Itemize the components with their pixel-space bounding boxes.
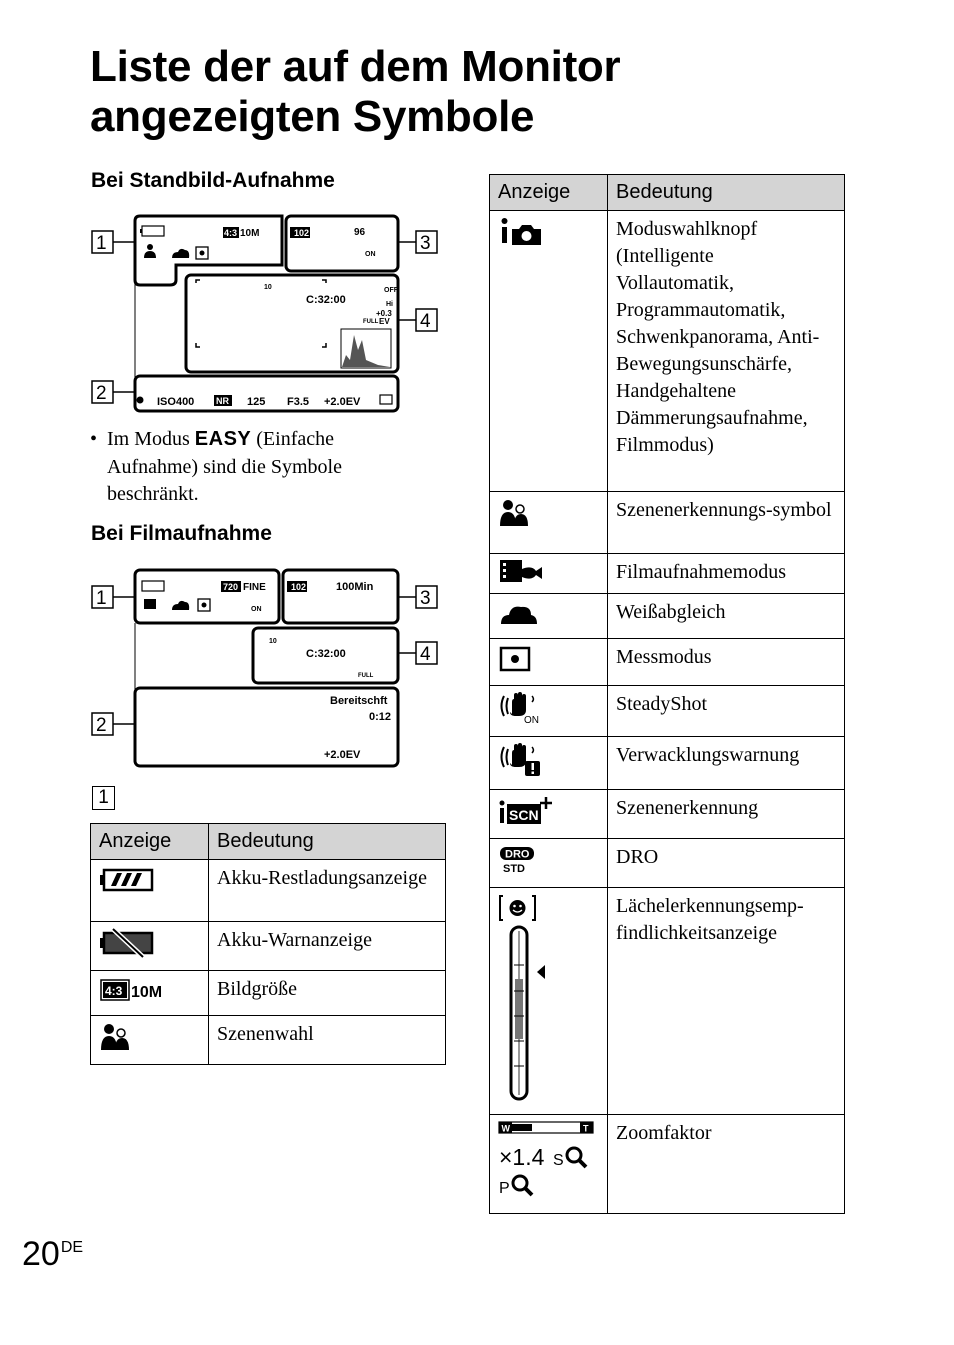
zoom-t-text: T: [583, 1123, 589, 1134]
zoom-w-text: W: [501, 1123, 510, 1134]
movie-folder-text: 102: [291, 582, 307, 592]
dro-icon: [498, 845, 538, 875]
recording-time-text: C:32:00: [306, 294, 346, 306]
burst-hi-text: Hi: [386, 301, 393, 308]
red-eye-on-text: ON: [365, 251, 376, 258]
section-heading-still: Bei Standbild-Aufnahme: [91, 169, 335, 192]
right-header-display: Anzeige: [490, 175, 608, 211]
zoom-factor-text: ×1.4: [499, 1144, 545, 1170]
zoom-p-text: P: [499, 1180, 510, 1197]
ev-small-unit-text: EV: [379, 317, 390, 326]
movie-recording-time-text: C:32:00: [306, 648, 346, 660]
steadyshot-icon: [498, 692, 544, 724]
smile-sensitivity-icon: [498, 894, 548, 1102]
zoom-s-text: S: [553, 1152, 564, 1169]
right-meaning-10: Zoomfaktor: [608, 1115, 845, 1214]
right-meaning-6: Verwacklungswarnung: [608, 737, 845, 790]
image-size-text: 10M: [240, 228, 260, 239]
self-timer-text: 10: [264, 284, 272, 291]
table-section-label: 1: [92, 786, 115, 810]
left-meaning-1: Akku-Warnanzeige: [209, 922, 446, 971]
shot-count-text: 96: [354, 227, 366, 238]
movie-label-4: 4: [420, 644, 431, 665]
ev-small-text: +0.3: [376, 309, 392, 318]
aperture-text: F3.5: [287, 396, 310, 408]
image-size-aspect-text: 4:3: [105, 984, 123, 998]
left-header-meaning: Bedeutung: [209, 824, 446, 860]
movie-flash-full-text: FULL: [358, 673, 374, 679]
image-size-icon: [99, 977, 163, 1003]
movie-label-1: 1: [96, 588, 107, 609]
movie-label-2: 2: [96, 715, 107, 736]
aspect-ratio-text: 4:3: [224, 228, 238, 238]
label-4: 4: [420, 311, 431, 332]
flash-full-text: FULL: [363, 319, 379, 325]
battery-warning-icon: [99, 928, 155, 958]
page-number: [22, 1235, 83, 1274]
page-language-suffix: DE: [60, 1239, 84, 1256]
movie-steady-on-text: ON: [251, 606, 262, 613]
movie-fine-text: FINE: [243, 582, 266, 593]
right-meaning-4: Messmodus: [608, 639, 845, 686]
right-meaning-2: Filmaufnahmemodus: [608, 554, 845, 594]
movie-label-3: 3: [420, 588, 431, 609]
left-symbol-table: [90, 823, 446, 1065]
easy-mode-note: [90, 426, 390, 509]
scene-recognition-icon: [498, 796, 556, 826]
label-1: 1: [96, 233, 107, 254]
movie-remaining-text: 100Min: [336, 581, 374, 593]
zoom-icon: [498, 1121, 598, 1201]
right-header-meaning: Bedeutung: [608, 175, 845, 211]
easy-mode-icon: EASY: [194, 428, 252, 450]
page-number-value: 20: [22, 1235, 60, 1273]
right-meaning-9: Lächelerkennungsemp-findlichkeitsanzeige: [608, 888, 845, 1115]
still-image-monitor-diagram: [88, 210, 448, 420]
note-bullet: •: [90, 428, 98, 450]
scene-recognition-symbol-icon: [498, 498, 538, 528]
ev-text: +2.0EV: [324, 396, 361, 408]
movie-ev-text: +2.0EV: [324, 749, 361, 761]
left-meaning-3: Szenenwahl: [209, 1016, 446, 1065]
movie-quality-text: 720: [223, 582, 239, 592]
right-meaning-8: DRO: [608, 839, 845, 888]
right-symbol-table: [489, 174, 845, 1214]
nr-text: NR: [216, 396, 229, 406]
label-3: 3: [420, 233, 431, 254]
right-meaning-3: Weißabgleich: [608, 594, 845, 639]
battery-icon: [99, 866, 155, 894]
right-meaning-5: SteadyShot: [608, 686, 845, 737]
left-meaning-2: Bildgröße: [209, 971, 446, 1016]
right-meaning-7: Szenenerkennung: [608, 790, 845, 839]
movie-elapsed-text: 0:12: [369, 711, 392, 723]
dro-text: DRO: [505, 848, 530, 861]
left-meaning-0: Akku-Restladungsanzeige: [209, 860, 446, 922]
shake-warning-icon: [498, 743, 544, 777]
section-heading-movie: Bei Filmaufnahme: [91, 522, 272, 545]
movie-monitor-diagram: [88, 565, 448, 775]
movie-standby-text: Bereitschft: [330, 695, 388, 707]
iso-text: ISO400: [157, 396, 195, 408]
steadyshot-on-text: ON: [524, 715, 539, 724]
movie-mode-icon: [498, 557, 544, 585]
right-meaning-1: Szenenerkennungs-symbol: [608, 492, 845, 554]
folder-text: 102: [294, 228, 310, 238]
note-text-before: Im Modus: [107, 428, 190, 450]
scene-selection-icon: [99, 1022, 139, 1052]
movie-timer-text: 10: [269, 638, 277, 645]
page-title: Liste der auf dem Monitor angezeigten Symbole: [90, 42, 621, 141]
white-balance-icon: [498, 600, 538, 626]
shutter-text: 125: [247, 396, 266, 408]
left-header-display: Anzeige: [91, 824, 209, 860]
scn-text: SCN: [509, 807, 539, 823]
metering-icon: [498, 645, 534, 673]
image-size-value-text: 10M: [131, 984, 163, 1001]
intelligent-auto-icon: [498, 217, 544, 247]
label-2: 2: [96, 383, 107, 404]
note-text-after: (Einfache Aufnahme) sind die Symbole beschränkt.: [107, 428, 342, 505]
face-detect-off-text: OFF: [384, 287, 398, 294]
dro-std-text: STD: [503, 863, 525, 875]
right-meaning-0: Moduswahlknopf (Intelligente Vollautomatik, Programmautomatik, Schwenkpanorama, Anti-Bewegungsunschärfe, Handgehaltene Dämmerungsaufnahme, Filmmodus): [608, 211, 845, 492]
